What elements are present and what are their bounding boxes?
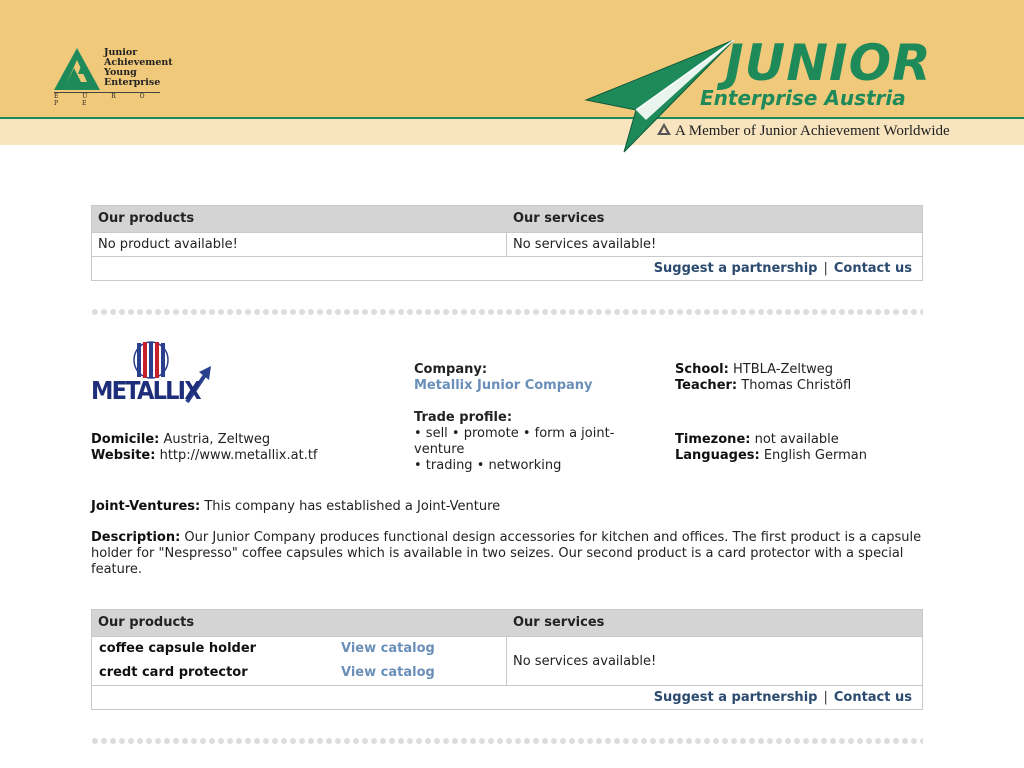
junior-subtitle: Enterprise Austria [700,86,906,110]
company-name-link[interactable]: Metallix Junior Company [414,378,593,393]
timezone-line [675,432,925,448]
ja-logo-line: Enterprise [104,77,161,88]
joint-ventures-line [91,499,923,515]
product-name: credt card protector [99,665,248,680]
school-label: School: [675,362,729,377]
product-row [92,637,506,661]
view-catalog-link[interactable]: View catalog [341,641,435,656]
dotted-separator [91,737,923,745]
table-actions-row [92,256,922,280]
product-row [92,661,506,685]
table-actions-row [92,685,922,709]
domicile-label: Domicile: [91,432,160,447]
products-list [92,637,507,685]
company-trade-block [414,362,654,474]
junior-title: JUNIOR [725,34,932,92]
website-label: Website: [91,448,156,463]
action-separator: | [823,261,828,276]
dotted-separator [91,308,923,316]
teacher-label: Teacher: [675,378,738,393]
page-header [0,0,1024,145]
languages-line [675,448,925,464]
website-line [91,448,391,464]
suggest-partnership-link[interactable]: Suggest a partnership [653,261,818,276]
services-empty-text: No services available! [513,654,657,669]
ja-ye-europe-logo[interactable] [54,46,174,107]
suggest-partnership-link[interactable]: Suggest a partnership [653,690,818,705]
trade-profile-line: • sell • promote • form a joint- [414,426,615,441]
products-header: Our products [98,211,195,226]
description-text: Our Junior Company produces functional design accessories for kitchen and offices. The first product is a capsule holder for "Nespresso" coffee capsules which is available in two seizes. Our second product is a card protector with a special feature. [91,530,922,577]
view-catalog-link[interactable]: View catalog [341,665,435,680]
ja-logo-line: Achievement [104,57,173,68]
teacher-value: Thomas Christöfl [741,378,852,393]
ja-small-triangle-icon [657,123,671,135]
languages-label: Languages: [675,448,760,463]
ja-triangle-icon [54,48,100,90]
services-header: Our services [513,615,605,630]
table-header-row [92,206,922,232]
company-label: Company: [414,362,488,377]
school-teacher-block [675,362,925,394]
joint-ventures-value: This company has established a Joint-Venture [204,499,501,514]
second-company-offerings-table [91,609,923,710]
contact-us-link[interactable]: Contact us [833,690,912,705]
services-header: Our services [513,211,605,226]
ja-logo-region: E U R O P E [54,93,156,107]
teacher-line [675,378,925,394]
table-header-row [92,610,922,636]
website-value[interactable]: http://www.metallix.at.tf [159,448,318,463]
first-company-offerings-table [91,205,923,281]
product-name: coffee capsule holder [99,641,257,656]
ja-logo-line: Young [104,67,137,78]
member-text: A Member of Junior Achievement Worldwide [675,123,950,139]
table-row [92,636,922,685]
table-row [92,232,922,256]
joint-ventures-label: Joint-Ventures: [91,499,201,514]
products-header: Our products [98,615,195,630]
ja-logo-wordmark [104,48,173,88]
metallix-logo[interactable] [91,340,216,412]
products-empty-text: No product available! [92,233,507,256]
services-empty-text: No services available! [513,237,657,252]
domicile-website-block [91,432,391,464]
timezone-label: Timezone: [675,432,751,447]
domicile-value: Austria, Zeltweg [163,432,271,447]
trade-profile-line: venture [414,442,465,457]
timezone-languages-block [675,432,925,464]
trade-profile-line: • trading • networking [414,458,562,473]
languages-value: English German [763,448,867,463]
domicile-line [91,432,391,448]
action-separator: | [823,690,828,705]
trade-profile-label: Trade profile: [414,410,513,425]
school-line [675,362,925,378]
member-tagline [657,123,950,140]
ja-logo-line: Junior [104,47,138,58]
metallix-wordmark: METALLIX [91,376,200,405]
contact-us-link[interactable]: Contact us [833,261,912,276]
description-label: Description: [91,530,181,545]
school-value: HTBLA-Zeltweg [732,362,833,377]
timezone-value: not available [754,432,839,447]
description-block [91,530,923,578]
